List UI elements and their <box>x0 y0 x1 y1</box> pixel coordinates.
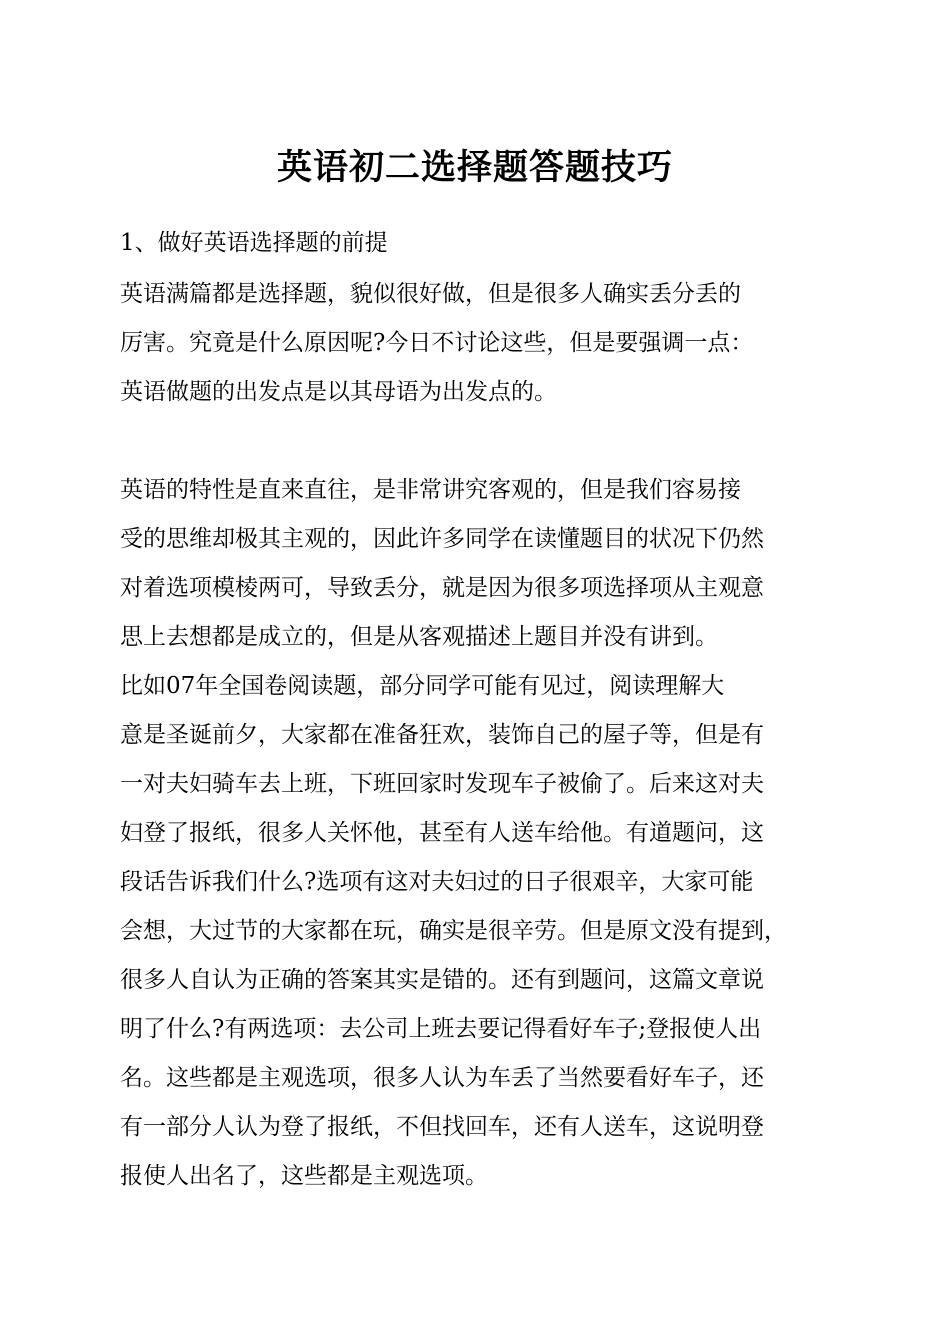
paragraph-2 <box>120 466 840 662</box>
paragraph-line: 一对夫妇骑车去上班，下班回家时发现车子被偷了。后来这对夫 <box>120 771 764 797</box>
section-heading: 1、做好英语选择题的前提 <box>120 230 388 256</box>
paragraph-line: 段话告诉我们什么?选项有这对夫妇过的日子很艰辛，大家可能 <box>120 869 754 895</box>
paragraph-line: 英语做题的出发点是以其母语为出发点的。 <box>120 379 557 405</box>
paragraph-1 <box>120 270 840 417</box>
paragraph-line: 意是圣诞前夕，大家都在准备狂欢，装饰自己的屋子等，但是有 <box>120 722 764 748</box>
paragraph-line: 明了什么?有两选项：去公司上班去要记得看好车子;登报使人出 <box>120 1016 762 1042</box>
paragraph-line: 报使人出名了，这些都是主观选项。 <box>120 1163 488 1189</box>
paragraph-line: 英语满篇都是选择题，貌似很好做，但是很多人确实丢分丢的 <box>120 281 741 307</box>
paragraph-line: 厉害。究竟是什么原因呢?今日不讨论这些，但是要强调一点： <box>120 330 754 356</box>
paragraph-line: 英语的特性是直来直往，是非常讲究客观的，但是我们容易接 <box>120 477 741 503</box>
paragraph-line: 有一部分人认为登了报纸，不但找回车，还有人送车，这说明登 <box>120 1114 764 1140</box>
paragraph-line: 会想，大过节的大家都在玩，确实是很辛劳。但是原文没有提到， <box>120 918 787 944</box>
paragraph-line: 妇登了报纸，很多人关怀他，甚至有人送车给他。有道题问，这 <box>120 820 764 846</box>
paragraph-line: 受的思维却极其主观的，因此许多同学在读懂题目的状况下仍然 <box>120 526 764 552</box>
paragraph-line: 对着选项模棱两可，导致丢分，就是因为很多项选择项从主观意 <box>120 575 764 601</box>
paragraph-line: 思上去想都是成立的，但是从客观描述上题目并没有讲到。 <box>120 624 718 650</box>
document-title: 英语初二选择题答题技巧 <box>276 147 673 188</box>
paragraph-line: 很多人自认为正确的答案其实是错的。还有到题问，这篇文章说 <box>120 967 764 993</box>
paragraph-line: 比如07年全国卷阅读题，部分同学可能有见过，阅读理解大 <box>120 673 725 699</box>
paragraph-line: 名。这些都是主观选项，很多人认为车丢了当然要看好车子，还 <box>120 1065 764 1091</box>
paragraph-3 <box>120 662 840 1201</box>
